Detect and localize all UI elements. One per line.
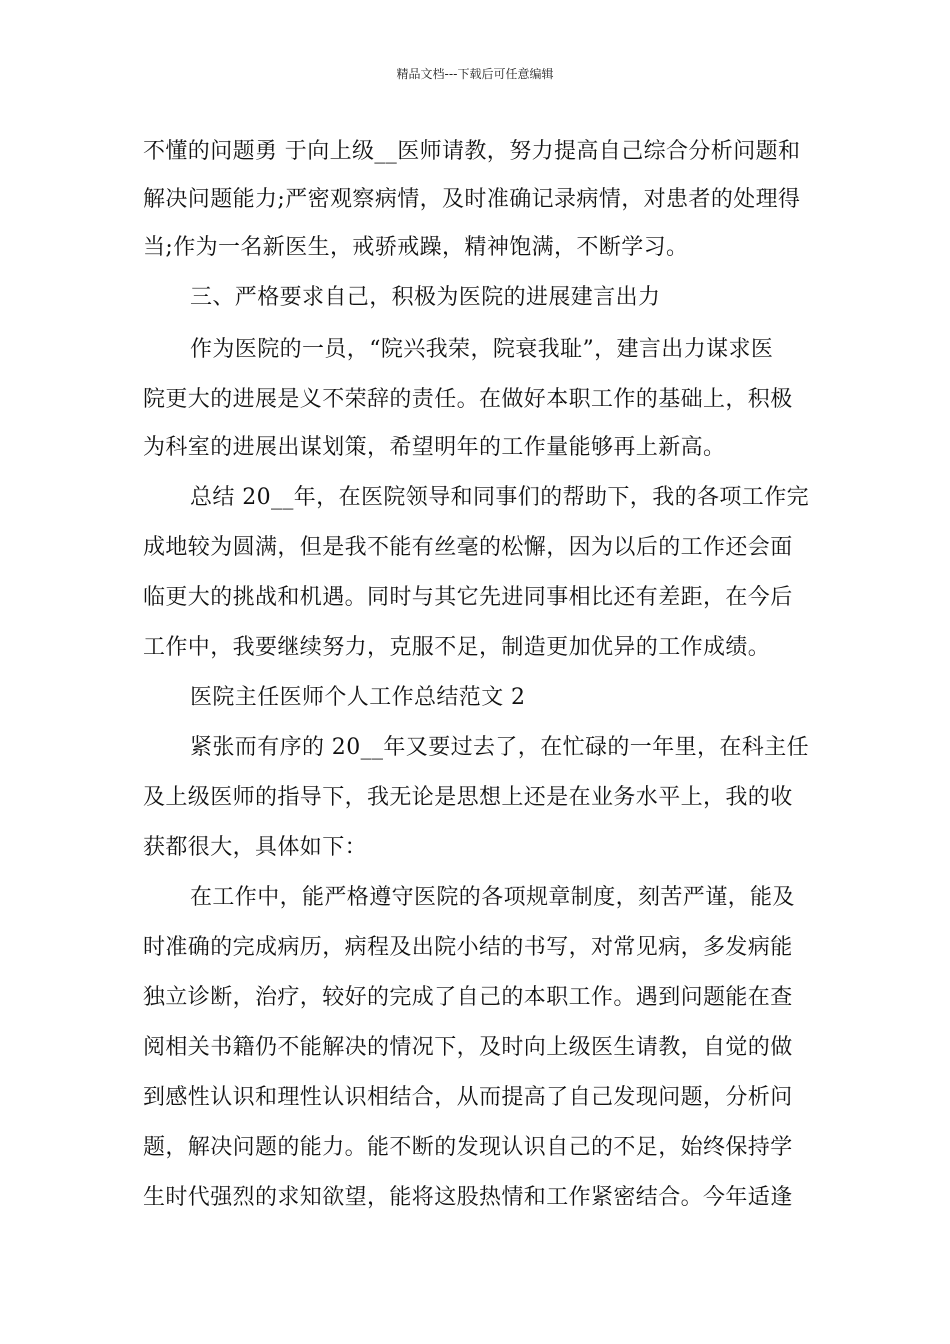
text-line: 到感性认识和理性认识相结合，从而提高了自己发现问题，分析问 bbox=[143, 1085, 793, 1110]
text-line: 当;作为一名新医生，戒骄戒躁，精神饱满，不断学习。 bbox=[143, 235, 689, 260]
text-line: 院更大的进展是义不荣辞的责任。在做好本职工作的基础上，积极 bbox=[143, 387, 793, 412]
text-line: 生时代强烈的求知欲望，能将这股热情和工作紧密结合。今年适逢 bbox=[143, 1185, 793, 1210]
text-line: 时准确的完成病历，病程及出院小结的书写，对常见病，多发病能 bbox=[143, 935, 793, 960]
text-line: 题，解决问题的能力。能不断的发现认识自己的不足，始终保持学 bbox=[143, 1135, 793, 1160]
text-line: 工作中，我要继续努力，克服不足，制造更加优异的工作成绩。 bbox=[143, 635, 771, 660]
text-line: 阅相关书籍仍不能解决的情况下，及时向上级医生请教，自觉的做 bbox=[143, 1035, 793, 1060]
text-line: 解决问题能力;严密观察病情，及时准确记录病情，对患者的处理得 bbox=[143, 187, 801, 212]
text-line: 不懂的问题勇 于向上级__医师请教，努力提高自己综合分析问题和 bbox=[143, 139, 801, 164]
text-line: 及上级医师的指导下，我无论是思想上还是在业务水平上，我的收 bbox=[143, 785, 793, 810]
page-header: 精品文档---下载后可任意编辑 bbox=[396, 67, 554, 81]
section-heading: 三、严格要求自己，积极为医院的进展建言出力 bbox=[190, 285, 661, 310]
text-line: 总结 20__年，在医院领导和同事们的帮助下，我的各项工作完 bbox=[190, 485, 809, 510]
text-line: 为科室的进展出谋划策，希望明年的工作量能够再上新高。 bbox=[143, 435, 726, 460]
text-line: 作为医院的一员，“院兴我荣，院衰我耻”，建言出力谋求医 bbox=[190, 337, 774, 362]
text-line: 临更大的挑战和机遇。同时与其它先进同事相比还有差距，在今后 bbox=[143, 585, 793, 610]
section-heading: 医院主任医师个人工作总结范文 2 bbox=[190, 685, 526, 710]
text-line: 获都很大，具体如下： bbox=[143, 835, 368, 860]
text-line: 紧张而有序的 20__年又要过去了，在忙碌的一年里，在科主任 bbox=[190, 735, 809, 760]
text-line: 在工作中，能严格遵守医院的各项规章制度，刻苦严谨，能及 bbox=[190, 885, 795, 910]
text-line: 成地较为圆满，但是我不能有丝毫的松懈，因为以后的工作还会面 bbox=[143, 535, 793, 560]
text-line: 独立诊断，治疗，较好的完成了自己的本职工作。遇到问题能在查 bbox=[143, 985, 793, 1010]
